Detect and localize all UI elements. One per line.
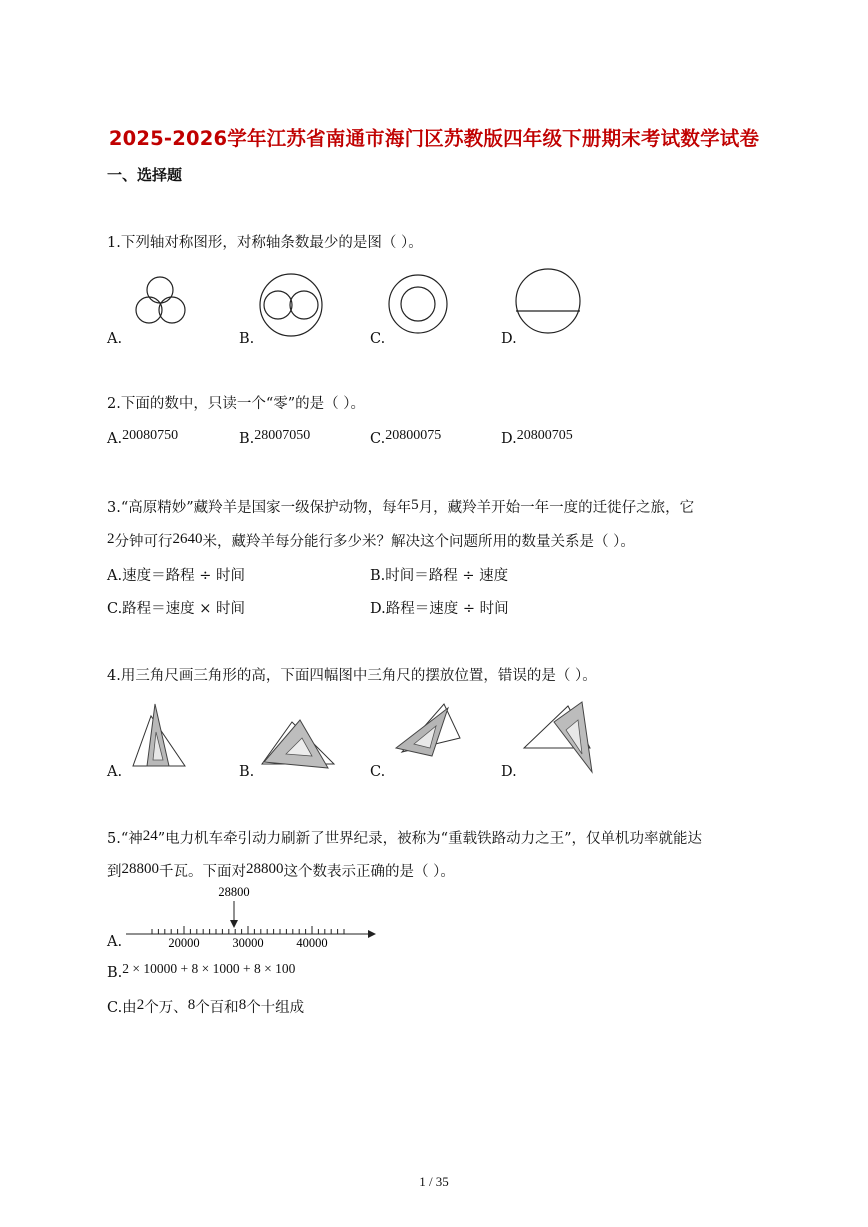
text: 3.“高原精妙”藏羚羊是国家一级保护动物，每年 — [107, 500, 412, 516]
q2-option-d[interactable] — [501, 428, 573, 447]
axis-arrow — [368, 930, 376, 938]
option-value: 20080750 — [122, 428, 179, 443]
number: 2 — [136, 997, 145, 1013]
q2-option-c[interactable] — [370, 428, 441, 447]
q5-stem-line1 — [107, 826, 702, 849]
text: 个百和 — [195, 1000, 239, 1016]
q3-option-d[interactable]: D.路程＝速度 ÷ 时间 — [370, 601, 509, 617]
q4-stem: 4.用三角尺画三角形的高，下面四幅图中三角尺的摆放位置，错误的是（ ）。 — [107, 668, 597, 684]
q4-option-b[interactable]: B. — [239, 764, 255, 780]
q3-stem-line2 — [107, 529, 635, 552]
number: 28800 — [246, 861, 284, 877]
q1-option-b[interactable]: B. — [239, 331, 255, 347]
tick-label-30000: 30000 — [232, 936, 264, 950]
tick-label-40000: 40000 — [296, 936, 328, 950]
arrow-label: 28800 — [218, 885, 250, 899]
tick-label-20000: 20000 — [168, 936, 200, 950]
q5-option-c[interactable] — [107, 996, 304, 1017]
option-letter: C. — [370, 431, 386, 447]
q2-option-a[interactable] — [107, 428, 178, 447]
text: 到 — [107, 864, 122, 880]
number: 5 — [411, 497, 419, 513]
q4-figure-a — [125, 702, 195, 772]
q1-stem: 1.下列轴对称图形，对称轴条数最少的是图（ ）。 — [107, 235, 423, 251]
q3-option-b[interactable]: B.时间＝路程 ÷ 速度 — [370, 568, 509, 584]
option-letter: B. — [107, 965, 123, 981]
q1-figure-a — [127, 272, 195, 338]
option-letter: B. — [239, 431, 255, 447]
text: 这个数表示正确的是（ ）。 — [283, 864, 455, 880]
text: 千瓦。下面对 — [159, 864, 246, 880]
number: 2 — [107, 531, 115, 547]
number: 24 — [142, 828, 158, 844]
q1-option-c[interactable]: C. — [370, 331, 386, 347]
page-number: 1 / 35 — [419, 1174, 449, 1189]
page-title: 2025-2026学年江苏省南通市海门区苏教版四年级下册期末考试数学试卷 — [108, 127, 760, 150]
text: 5.“神 — [107, 831, 143, 847]
text: C.由 — [107, 1000, 137, 1016]
number: 8 — [238, 997, 247, 1013]
q5-number-line — [120, 884, 380, 950]
number: 2640 — [172, 531, 203, 547]
q4-figure-c — [392, 700, 466, 760]
q1-figure-d — [514, 266, 584, 336]
q1-figure-c — [388, 272, 452, 336]
text: 个万、 — [144, 1000, 188, 1016]
q3-option-a[interactable]: A.速度＝路程 ÷ 时间 — [107, 568, 245, 584]
option-value: 20800705 — [516, 428, 573, 443]
text: 分钟可行 — [114, 534, 173, 550]
circle-shape — [147, 277, 173, 303]
q1-figure-b — [258, 272, 326, 340]
q4-option-c[interactable]: C. — [370, 764, 386, 780]
option-value: 20800075 — [385, 428, 442, 443]
q2-option-b[interactable] — [239, 428, 310, 447]
number: 8 — [187, 997, 196, 1013]
q5-option-a[interactable]: A. — [107, 934, 123, 950]
circle-shape — [159, 297, 185, 323]
option-expression: 2 × 10000 + 8 × 1000 + 8 × 100 — [122, 961, 296, 976]
q5-option-b[interactable] — [107, 961, 295, 981]
text: 个十组成 — [246, 1000, 305, 1016]
q3-stem-line1 — [107, 495, 694, 518]
option-letter: A. — [107, 431, 123, 447]
q1-option-a[interactable]: A. — [107, 331, 123, 347]
q4-option-d[interactable]: D. — [501, 764, 517, 780]
text: ”电力机车牵引动力刷新了世界纪录，被称为“重载铁路动力之王”，仅单机功率就能达 — [157, 831, 702, 847]
option-value: 28007050 — [254, 428, 311, 443]
text: 月，藏羚羊开始一年一度的迁徙仔之旅，它 — [418, 500, 695, 516]
option-letter: D. — [501, 431, 517, 447]
arrow-head — [230, 920, 238, 928]
q3-option-c[interactable]: C.路程＝速度 × 时间 — [107, 601, 246, 617]
q4-option-a[interactable]: A. — [107, 764, 123, 780]
q4-figure-d — [520, 700, 596, 776]
section-heading: 一、选择题 — [107, 166, 183, 184]
text: 米，藏羚羊每分能行多少米？解决这个问题所用的数量关系是（ ）。 — [202, 534, 635, 550]
number: 28800 — [121, 861, 159, 877]
q2-stem: 2.下面的数中，只读一个“零”的是（ ）。 — [107, 396, 366, 412]
circle-shape — [136, 297, 162, 323]
q5-stem-line2 — [107, 859, 455, 882]
q1-option-d[interactable]: D. — [501, 331, 517, 347]
q4-figure-b — [258, 712, 338, 772]
